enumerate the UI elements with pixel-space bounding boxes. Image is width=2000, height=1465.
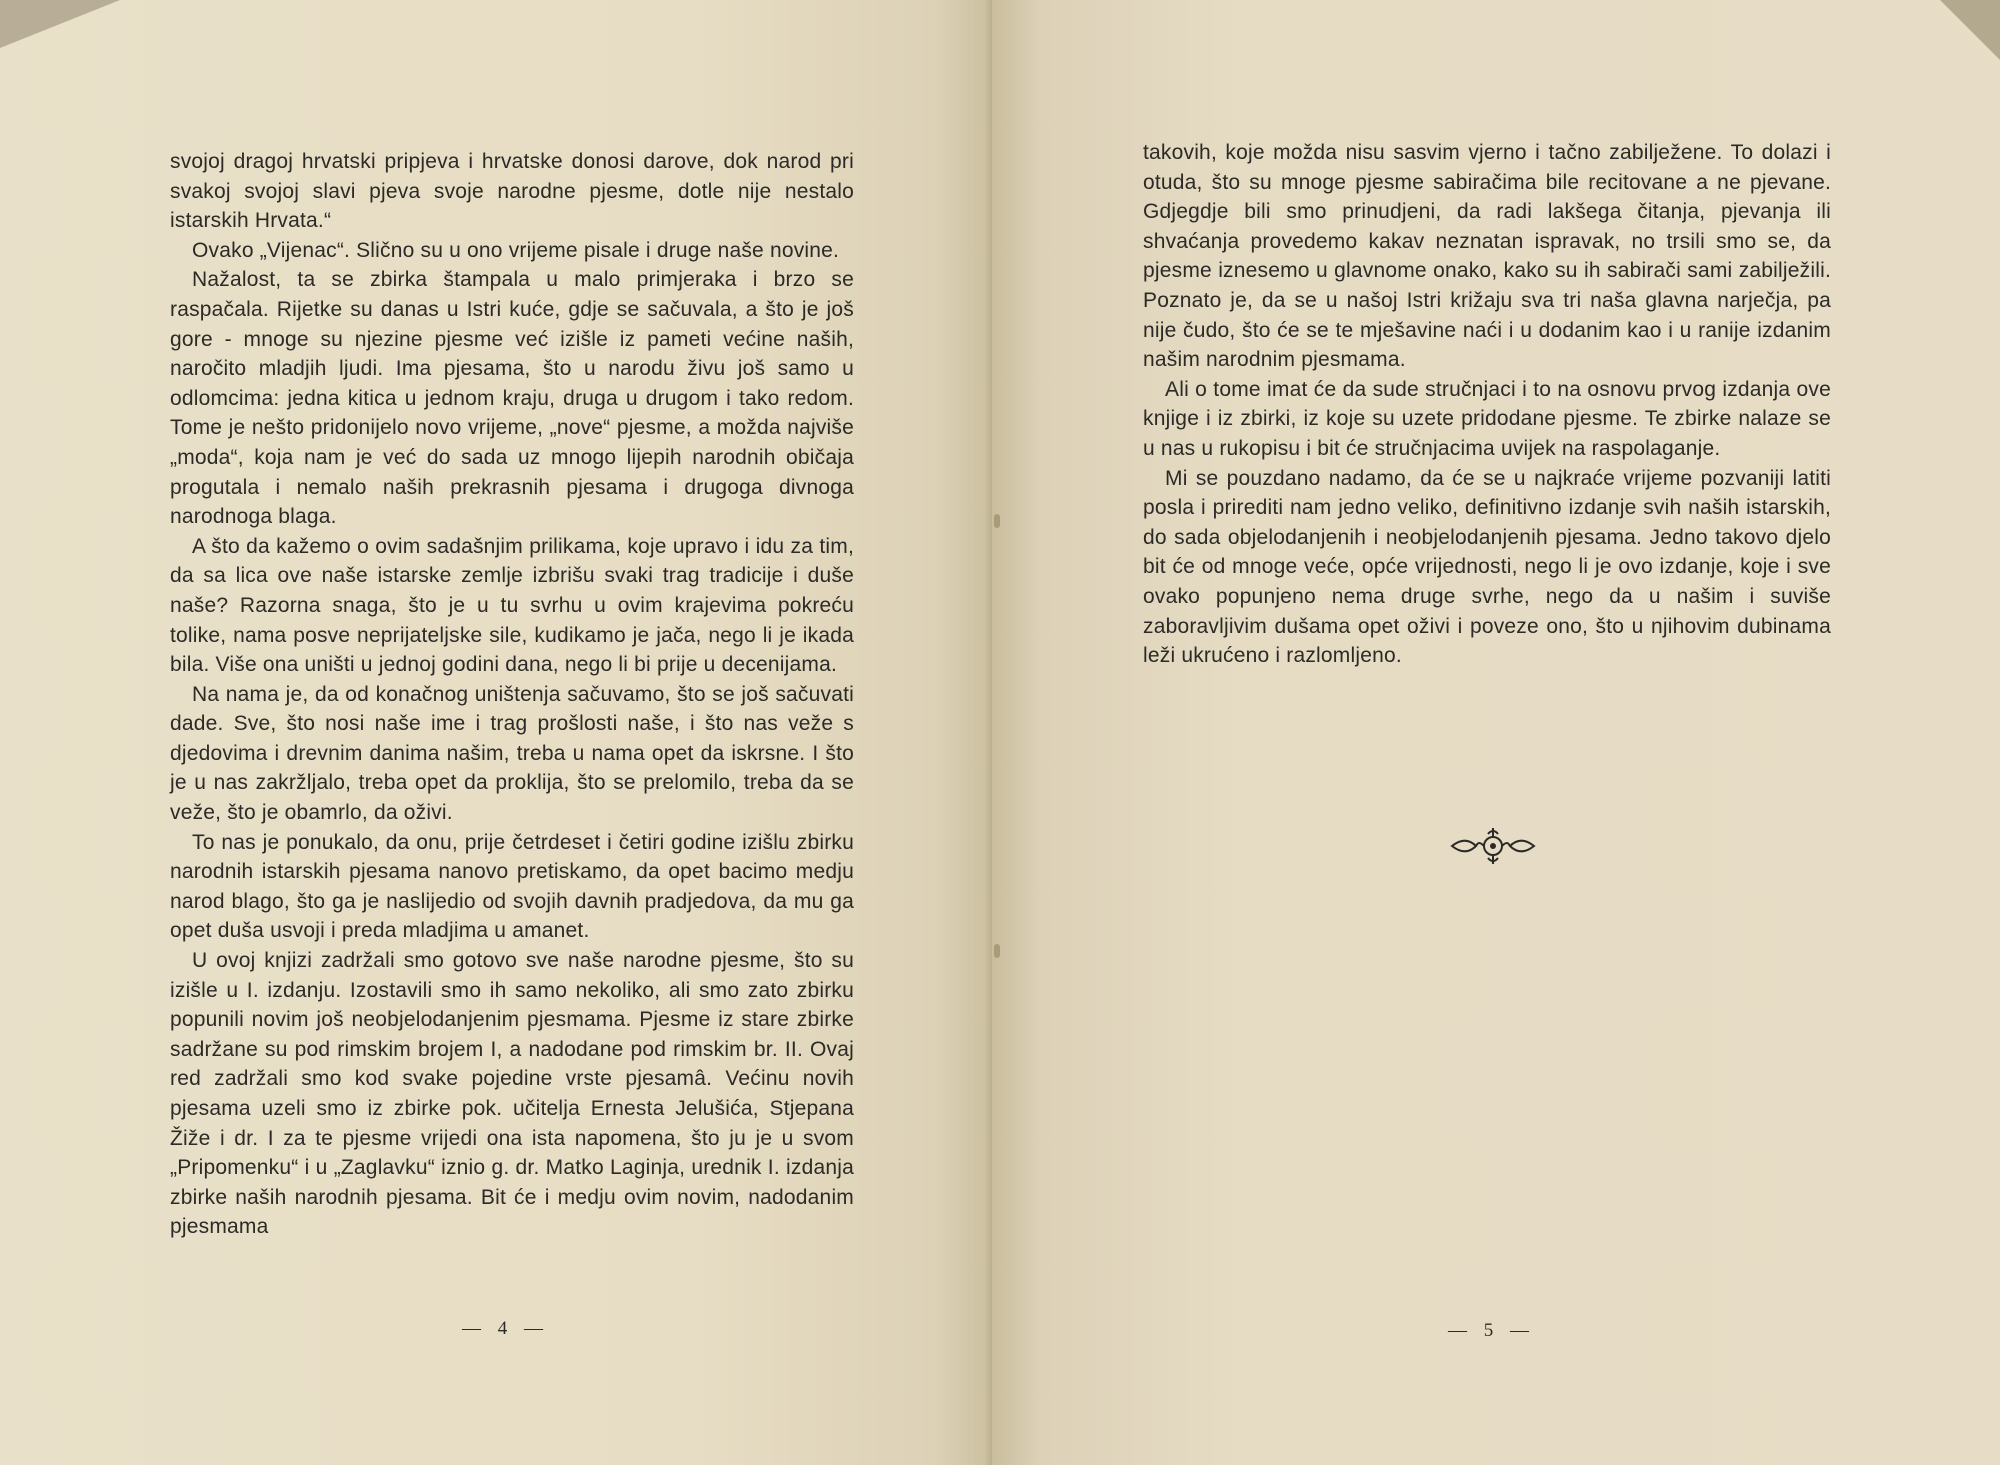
left-page-text: [170, 147, 854, 1242]
paper-spot: [994, 944, 1000, 958]
paragraph: To nas je ponukalo, da onu, prije četrdeset i četiri godine izišlu zbirku narodnih istarskih pjesama nanovo pretiskamo, da opet bacimo medju narod blago, što ga je naslijedio od svojih davnih pradjedova, da mu ga opet duša usvoji i preda mladjima u amanet.: [170, 830, 854, 943]
page-number: — 4 —: [462, 1318, 549, 1339]
paragraph: takovih, koje možda nisu sasvim vjerno i tačno zabilježene. To dolazi i otuda, što su mnoge pjesme sabiračima bile recitovane a ne pjevane. Gdjegdje bili smo prinudjeni, da radi lakšega čitanja, pjevanja ili shvaćanja provedemo kakav neznatan ispravak, no trsili smo se, da pjesme iznesemo u glavnome onako, kako su ih sabirači sami zabilježili. Poznato je, da se u našoj Istri križaju sva tri naša glavna narječja, pa nije čudo, što će se te mješavine naći i u dodanim kao i u ranije izdanim našim narodnim pjesmama.: [1143, 141, 1831, 372]
page-number: — 5 —: [1448, 1320, 1535, 1341]
paragraph: Nažalost, ta se zbirka štampala u malo primjeraka i brzo se raspačala. Rijetke su danas u Istri kuće, gdje se sačuvala, a što je još gore - mnoge su njezine pjesme već izišle iz pameti većine naših, naročito mladjih ljudi. Ima pjesama, što u narodu živu još samo u odlomcima: jedna kitica u jednom kraju, druga u drugom i tako redom. Tome je nešto pridonijelo novo vrijeme, „nove“ pjesme, a možda najviše „moda“, koja nam je već do sada uz mnogo lijepih narodnih običaja progutala i nemalo naših prekrasnih pjesama i drugoga divnoga narodnoga blaga.: [170, 268, 854, 529]
paragraph: svojoj dragoj hrvatski pripjeva i hrvatske donosi darove, dok narod pri svakoj svojoj slavi pjeva svoje narodne pjesme, dotle nije nestalo istarskih Hrvata.“: [170, 150, 854, 233]
left-page: [0, 0, 992, 1465]
folded-corner: [1940, 0, 2000, 60]
paragraph: Ovako „Vijenac“. Slično su u ono vrijeme pisale i druge naše novine.: [192, 238, 840, 262]
paragraph: U ovoj knjizi zadržali smo gotovo sve naše narodne pjesme, što su izišle u I. izdanju. Izostavili smo ih samo nekoliko, ali smo zato zbirku popunili novim još neobjelodanjenim pjesmama. Pjesme iz stare zbirke sadržane su pod rimskim brojem I, a nadodane pod rimskim br. II. Ovaj red zadržali smo kod svake pojedine vrste pjesamâ. Većinu novih pjesama uzeli smo iz zbirke pok. učitelja Ernesta Jelušića, Stjepana Žiže i dr. I za te pjesme vrijedi ona ista napomena, što ju je u svom „Pripomenku“ i u „Zaglavku“ iznio g. dr. Matko Laginja, urednik I. izdanja zbirke naših narodnih pjesama. Bit će i medju ovim novim, nadodanim pjesmama: [170, 949, 854, 1239]
paper-spot: [994, 514, 1000, 528]
paragraph: Na nama je, da od konačnog uništenja sačuvamo, što se još sačuvati dade. Sve, što nosi naše ime i trag prošlosti naše, i što nas veže s djedovima i drevnim danima našim, treba u nama opet da iskrsne. I što je u nas zakržljalo, treba opet da proklija, što se prelomilo, treba da se veže, što je obamrlo, da oživi.: [170, 682, 854, 825]
paragraph: Mi se pouzdano nadamo, da će se u najkraće vrijeme pozvaniji latiti posla i prirediti nam jedno veliko, definitivno izdanje svih naših istarskih, do sada objelodanjenih i neobjelodanjenih pjesama. Jedno takovo djelo bit će od mnoge veće, opće vrijednosti, nego li je ovo izdanje, koje i sve ovako popunjeno nema druge svrhe, nego da u našim i suviše zaboravljivim dušama opet oživi i poveze ono, što u njihovim dubinama leži ukrućeno i razlomljeno.: [1143, 466, 1831, 668]
folded-corner: [0, 0, 120, 48]
paragraph: A što da kažemo o ovim sadašnjim prilikama, koje upravo i idu za tim, da sa lica ove naše istarske zemlje izbrišu svaki trag tradicije i duše naše? Razorna snaga, što je u tu svrhu u ovim krajevima pokreću tolike, nama posve neprijateljske sile, kudikamo je jača, nego li je ikada bila. Više ona uništi u jednoj godini dana, nego li bi prije u decenijama.: [170, 534, 854, 677]
paragraph: Ali o tome imat će da sude stručnjaci i to na osnovu prvog izdanja ove knjige i iz zbirki, iz koje su uzete pridodane pjesme. Te zbirke nalaze se u nas u rukopisu i bit će stručnjacima uvijek na raspolaganje.: [1143, 377, 1831, 460]
fleuron-ornament-icon: [1448, 822, 1538, 866]
right-page-text: [1143, 138, 1831, 671]
